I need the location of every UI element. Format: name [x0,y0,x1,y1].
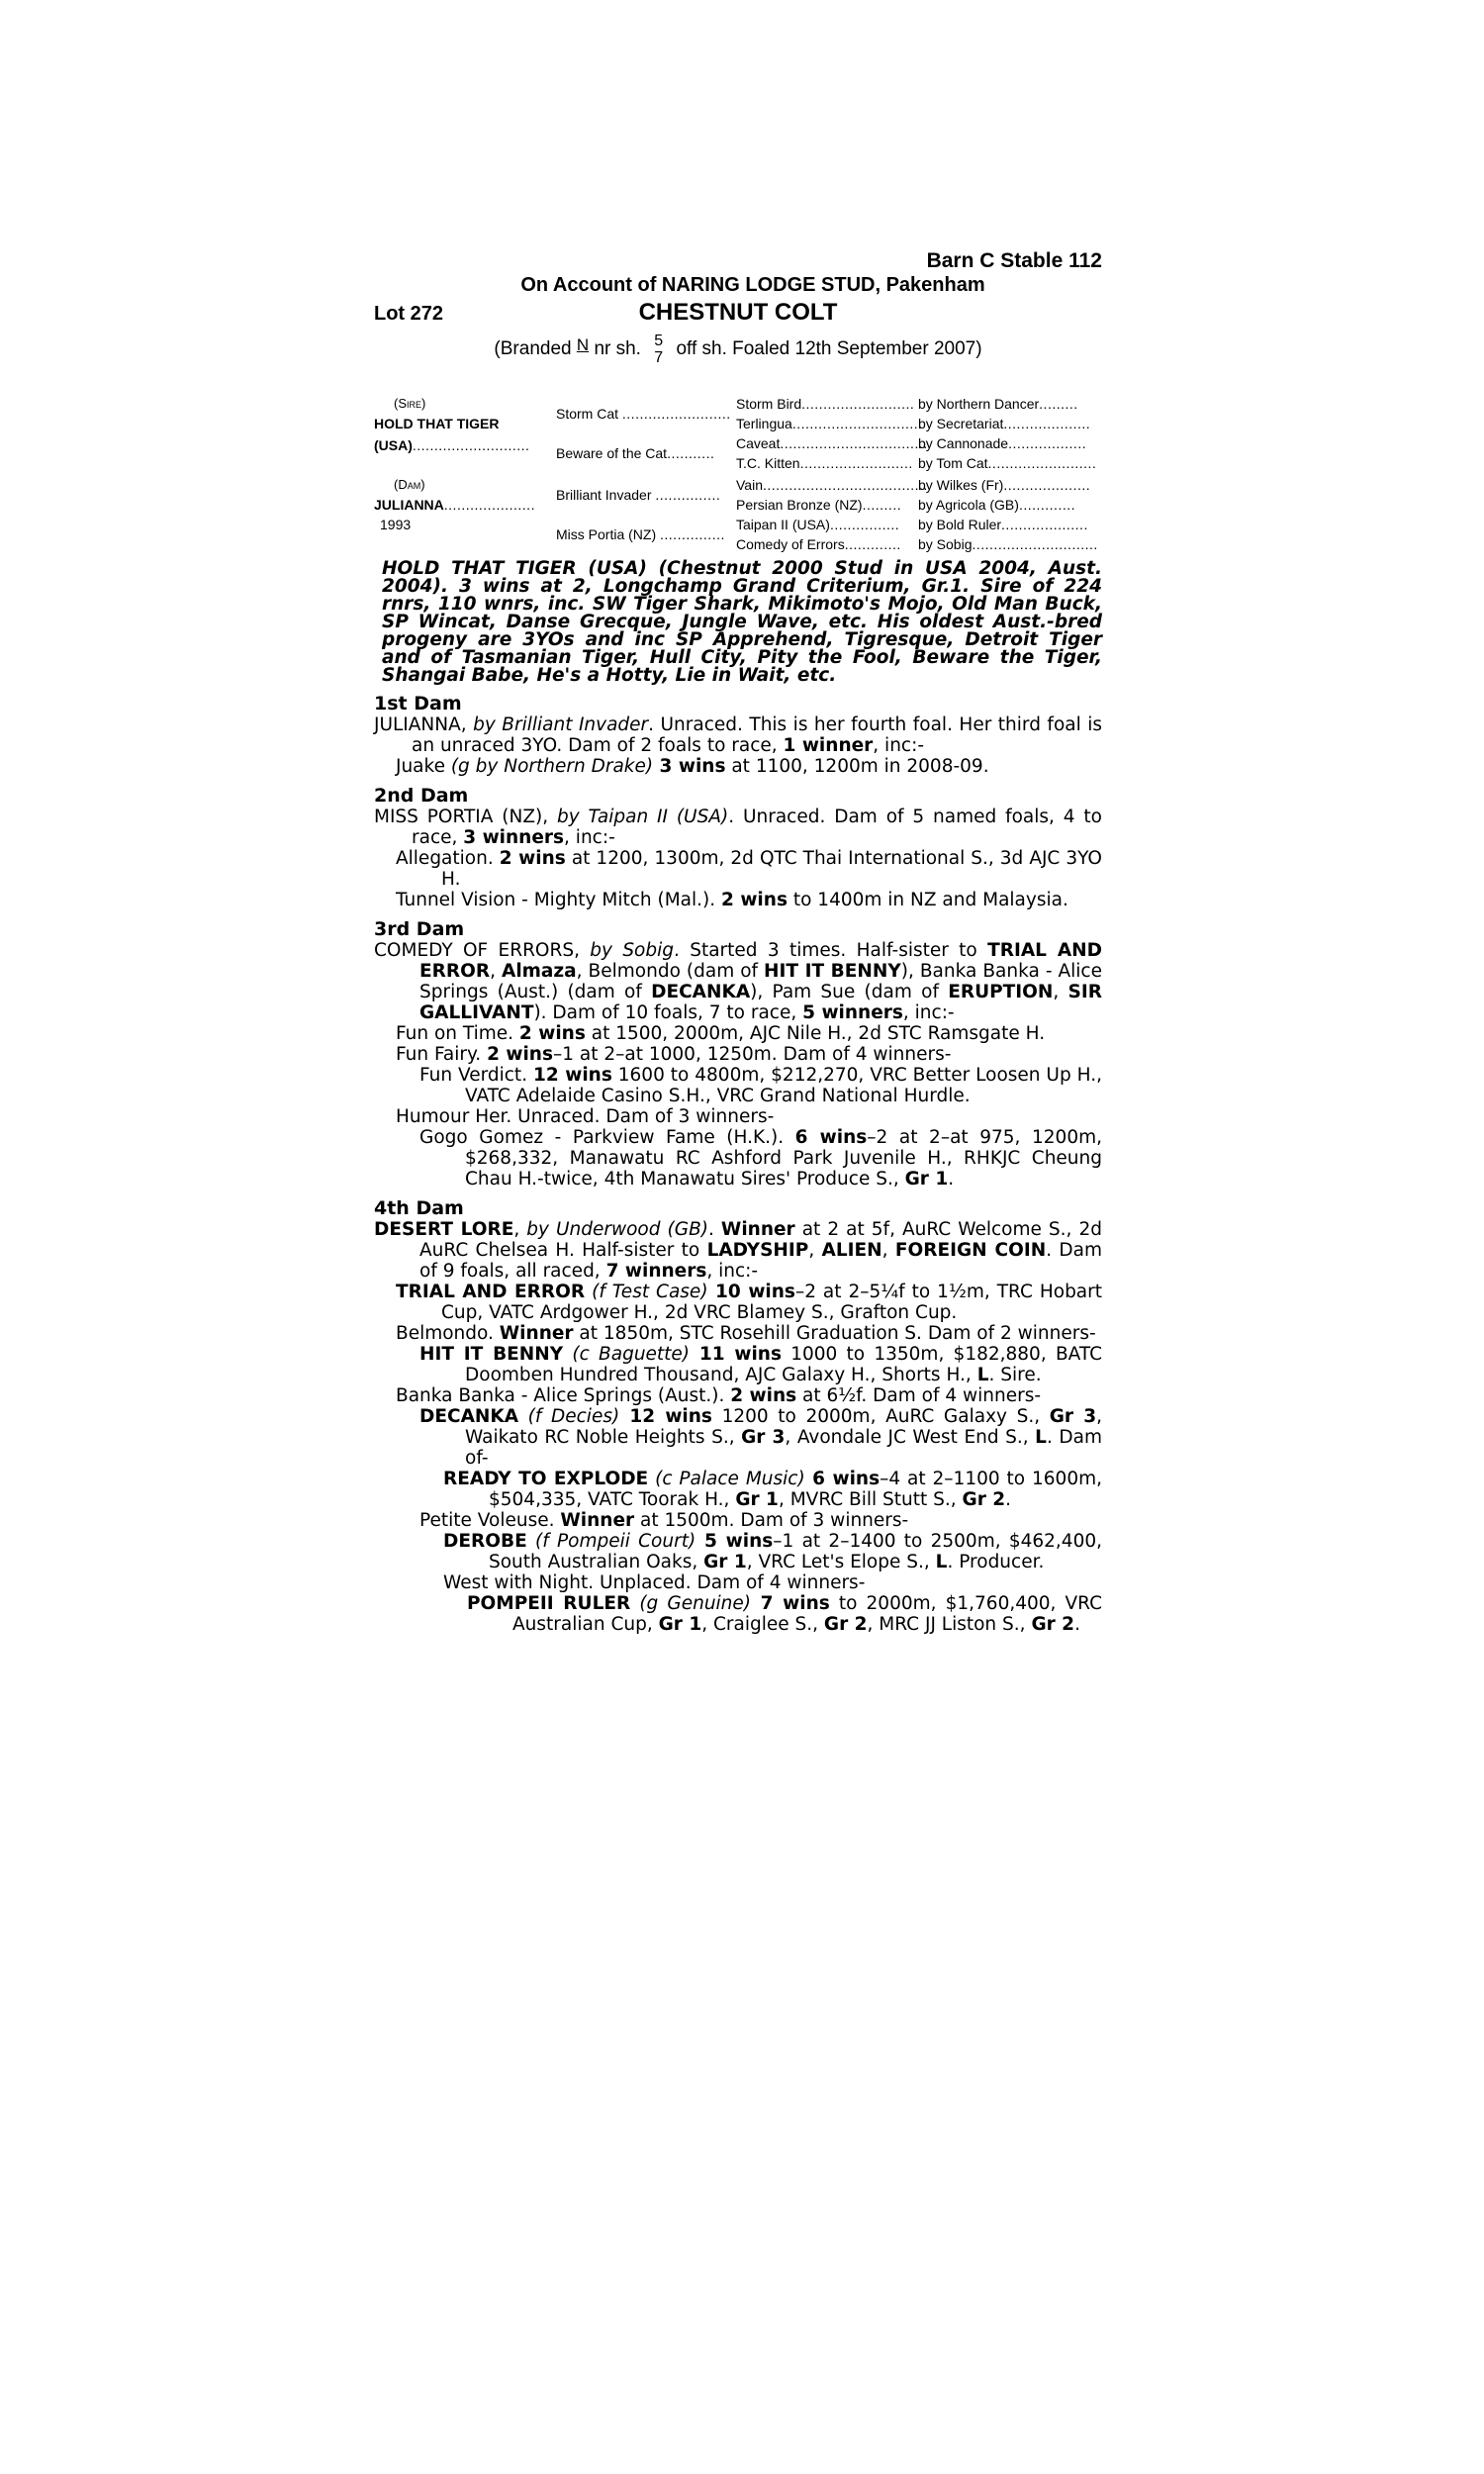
brand-line [374,333,1102,366]
foal-hit-it-benny: HIT IT BENNY (c Baguette) 11 wins 1000 to 1350m, $182,880, BATC Doomben Hundred Thousand, AJC Galaxy H., Shorts H., L. Sire. [419,1344,1102,1385]
gen3-2: Terlingua.............................. [736,416,923,431]
pedigree-table [374,386,1102,554]
lot-line [374,299,1102,329]
gen2-dam-sire: Brilliant Invader ............... [556,487,721,503]
dam-comedy-of-errors: COMEDY OF ERRORS, by Sobig. Started 3 times. Half-sister to TRIAL AND ERROR, Almaza, Belmondo (dam of HIT IT BENNY), Banka Banka - Alice Springs (Aust.) (dam of DECANKA), Pam Sue (dam of ERUPTION, SIR GALLIVANT). Dam of 10 foals, 7 to race, 5 winners, inc:- [374,940,1102,1023]
foal-allegation: Allegation. 2 wins at 1200, 1300m, 2d QTC Thai International S., 3d AJC 3YO H. [396,848,1102,890]
gen4-2: by Secretariat.................... [918,416,1091,431]
gen3-3: Caveat.................................. [736,435,928,451]
foal-banka-banka: Banka Banka - Alice Springs (Aust.). 2 wins at 6½f. Dam of 4 winners- [396,1385,1042,1406]
foal-derobe: DEROBE (f Pompeii Court) 5 wins–1 at 2–1400 to 2500m, $462,400, South Australian Oaks, Gr 1, VRC Let's Elope S., L. Producer. [443,1531,1103,1572]
foal-juake: Juake (g by Northern Drake) 3 wins at 1100, 1200m in 2008-09. [396,756,989,777]
brand-fraction-bottom: 7 [654,349,664,366]
gen4-4: by Tom Cat......................... [918,455,1097,471]
horse-description: CHESTNUT COLT [638,299,838,326]
foal-gogo-gomez: Gogo Gomez - Parkview Fame (H.K.). 6 wins–2 at 2–at 975, 1200m, $268,332, Manawatu RC Ashford Park Juvenile H., RHKJC Cheung Chau H.-twice, 4th Manawatu Sires' Produce S., Gr 1. [419,1127,1102,1189]
foal-belmondo: Belmondo. Winner at 1850m, STC Rosehill Graduation S. Dam of 2 winners- [396,1323,1096,1344]
sire-name: HOLD THAT TIGER [374,416,500,431]
sire-label: (Sire) [394,396,426,411]
sire-summary: HOLD THAT TIGER (USA) (Chestnut 2000 Stud in USA 2004, Aust. 2004). 3 wins at 2, Longchamp Grand Criterium, Gr.1. Sire of 224 rnrs, 110 wnrs, inc. SW Tiger Shark, Mikimoto's Mojo, Old Man Buck, SP Wincat, Danse Grecque, Jungle Wave, etc. His oldest Aust.-bred progeny are 3YOs and inc SP Apprehend, Tigresque, Detroit Tiger and of Tasmanian Tiger, Hull City, Pity the Fool, Beware the Tiger, Shangai Babe, He's a Hotty, Lie in Wait, etc. [382,558,1102,686]
catalogue-page [374,249,1102,1635]
vendor-account: On Account of NARING LODGE STUD, Pakenham [520,274,985,296]
brand-nr: nr sh. [594,338,641,360]
gen4-5: by Wilkes (Fr).................... [918,477,1091,493]
barn-stable: Barn C Stable 112 [926,249,1102,272]
third-dam-section [374,918,1102,1189]
foal-fun-verdict: Fun Verdict. 12 wins 1600 to 4800m, $212,270, VRC Better Loosen Up H., VATC Adelaide Casino S.H., VRC Grand National Hurdle. [419,1065,1102,1106]
fourth-dam-section [374,1197,1102,1635]
gen3-7: Taipan II (USA)................ [736,517,900,532]
gen4-6: by Agricola (GB)............. [918,497,1076,513]
gen4-3: by Cannonade.................. [918,435,1087,451]
third-dam-heading: 3rd Dam [374,918,465,940]
sire-country: (USA)........................... [374,437,530,453]
foal-humour-her: Humour Her. Unraced. Dam of 3 winners- [396,1106,775,1127]
dam-label: (Dam) [394,477,425,492]
gen3-8: Comedy of Errors............. [736,536,901,552]
foal-petite-voleuse: Petite Voleuse. Winner at 1500m. Dam of 3 winners- [419,1510,909,1531]
foal-fun-fairy: Fun Fairy. 2 wins–1 at 2–at 1000, 1250m. Dam of 4 winners- [396,1044,952,1065]
gen4-1: by Northern Dancer......... [918,396,1078,412]
gen4-7: by Bold Ruler.................... [918,517,1088,532]
gen3-4: T.C. Kitten.......................... [736,455,913,471]
fourth-dam-heading: 4th Dam [374,1197,464,1219]
gen3-1: Storm Bird.......................... [736,396,915,412]
gen2-dam-dam: Miss Portia (NZ) ............... [556,526,725,542]
dam-julianna: JULIANNA, by Brilliant Invader. Unraced. This is her fourth foal. Her third foal is an unraced 3YO. Dam of 2 foals to race, 1 winner, inc:- [374,714,1103,756]
first-dam-heading: 1st Dam [374,693,462,714]
gen4-8: by Sobig............................. [918,536,1098,552]
foal-decanka: DECANKA (f Decies) 12 wins 1200 to 2000m, AuRC Galaxy S., Gr 3, Waikato RC Noble Heights S., Gr 3, Avondale JC West End S., L. Dam of- [419,1406,1102,1469]
foal-tunnel-vision: Tunnel Vision - Mighty Mitch (Mal.). 2 wins to 1400m in NZ and Malaysia. [396,890,1068,910]
second-dam-heading: 2nd Dam [374,785,469,807]
dam-desert-lore: DESERT LORE, by Underwood (GB). Winner at 2 at 5f, AuRC Welcome S., 2d AuRC Chelsea H. Half-sister to LADYSHIP, ALIEN, FOREIGN COIN. Dam of 9 foals, all raced, 7 winners, inc:- [374,1219,1102,1282]
second-dam-section [374,785,1102,910]
gen2-sire-dam: Beware of the Cat........... [556,445,715,461]
brand-mark-icon: N [576,335,590,355]
brand-fraction-top: 5 [654,333,664,349]
brand-open: (Branded [494,338,572,360]
lot-number: Lot 272 [374,303,444,325]
gen2-sire-sire: Storm Cat ......................... [556,406,731,422]
dam-miss-portia: MISS PORTIA (NZ), by Taipan II (USA). Unraced. Dam of 5 named foals, 4 to race, 3 winners, inc:- [374,807,1103,848]
foal-trial-and-error: TRIAL AND ERROR (f Test Case) 10 wins–2 at 2–5¼f to 1½m, TRC Hobart Cup, VATC Ardgower H., 2d VRC Blamey S., Grafton Cup. [396,1282,1103,1323]
gen3-6: Persian Bronze (NZ)......... [736,497,902,513]
brand-rest: off sh. Foaled 12th September 2007) [676,338,982,360]
dam-name: JULIANNA..................... [374,497,535,513]
foal-pompeii-ruler: POMPEII RULER (g Genuine) 7 wins to 2000m, $1,760,400, VRC Australian Cup, Gr 1, Craiglee S., Gr 2, MRC JJ Liston S., Gr 2. [467,1593,1102,1635]
first-dam-section [374,693,1102,777]
brand-fraction [654,333,663,366]
foal-fun-on-time: Fun on Time. 2 wins at 1500, 2000m, AJC Nile H., 2d STC Ramsgate H. [396,1023,1046,1044]
foal-west-with-night: West with Night. Unplaced. Dam of 4 winners- [443,1572,866,1593]
foal-ready-to-explode: READY TO EXPLODE (c Palace Music) 6 wins–4 at 2–1100 to 1600m, $504,335, VATC Toorak H., Gr 1, MVRC Bill Stutt S., Gr 2. [443,1469,1102,1510]
dam-year: 1993 [380,517,412,532]
gen3-5: Vain...................................... [736,477,928,493]
